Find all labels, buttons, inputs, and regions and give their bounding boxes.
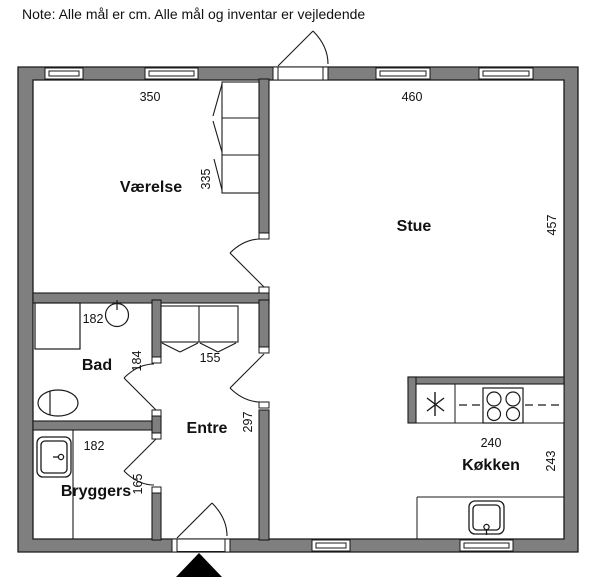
wall-bad-bryggers (33, 421, 152, 430)
wall-entre-stue-upper (259, 300, 269, 347)
room-label-bad: Bad (81, 357, 113, 374)
dim-vaerelse-width: 350 (139, 90, 161, 104)
door-entrance (177, 503, 227, 538)
washbasin-icon (106, 300, 129, 327)
door-stue-exterior (278, 31, 328, 66)
room-label-vaerelse: Værelse (119, 179, 183, 196)
utility-sink-icon (37, 437, 71, 477)
dim-vaerelse-depth: 335 (199, 168, 213, 190)
outer-wall (18, 67, 578, 552)
dim-koekken-depth: 243 (544, 450, 558, 472)
dim-koekken-width: 240 (480, 436, 502, 450)
window (45, 68, 83, 79)
wardrobe-icon (213, 82, 259, 193)
wall-vaerelse-stue (259, 79, 269, 233)
room-label-stue: Stue (396, 218, 432, 235)
stove-icon (483, 388, 523, 423)
note-text: Note: Alle mål er cm. Alle mål og inventar er vejledende (22, 6, 366, 22)
room-label-bryggers: Bryggers (60, 483, 132, 500)
wall-bryggers-entre (152, 493, 161, 540)
kitchen-sink-icon (469, 501, 504, 535)
room-label-entre: Entre (186, 420, 228, 437)
dim-bad-depth: 184 (130, 350, 144, 372)
room-label-koekken: Køkken (462, 457, 520, 474)
shower-cabinet-icon (35, 303, 80, 349)
window (312, 540, 350, 551)
dim-bryggers-depth: 165 (131, 473, 145, 495)
window (376, 68, 430, 79)
wall-bad-entre (152, 300, 161, 357)
closet-icon (161, 306, 238, 352)
dim-stue-depth: 457 (545, 214, 559, 236)
wall-entre-stue-lower (259, 410, 269, 540)
dim-bad-width: 182 (82, 312, 104, 326)
wall-junction (152, 416, 161, 433)
toilet-icon (38, 390, 78, 416)
door-entre-stue (230, 354, 264, 402)
window (145, 68, 198, 79)
dim-bryggers-width: 182 (83, 439, 105, 453)
entrance-arrow-icon (176, 553, 222, 577)
window (460, 540, 513, 551)
dim-entre-closet: 155 (199, 351, 221, 365)
door-vaerelse (230, 239, 264, 287)
dim-stue-width: 460 (401, 90, 423, 104)
dim-entre-depth: 297 (241, 411, 255, 433)
window (479, 68, 533, 79)
wall-vaerelse-bottom (33, 293, 269, 303)
